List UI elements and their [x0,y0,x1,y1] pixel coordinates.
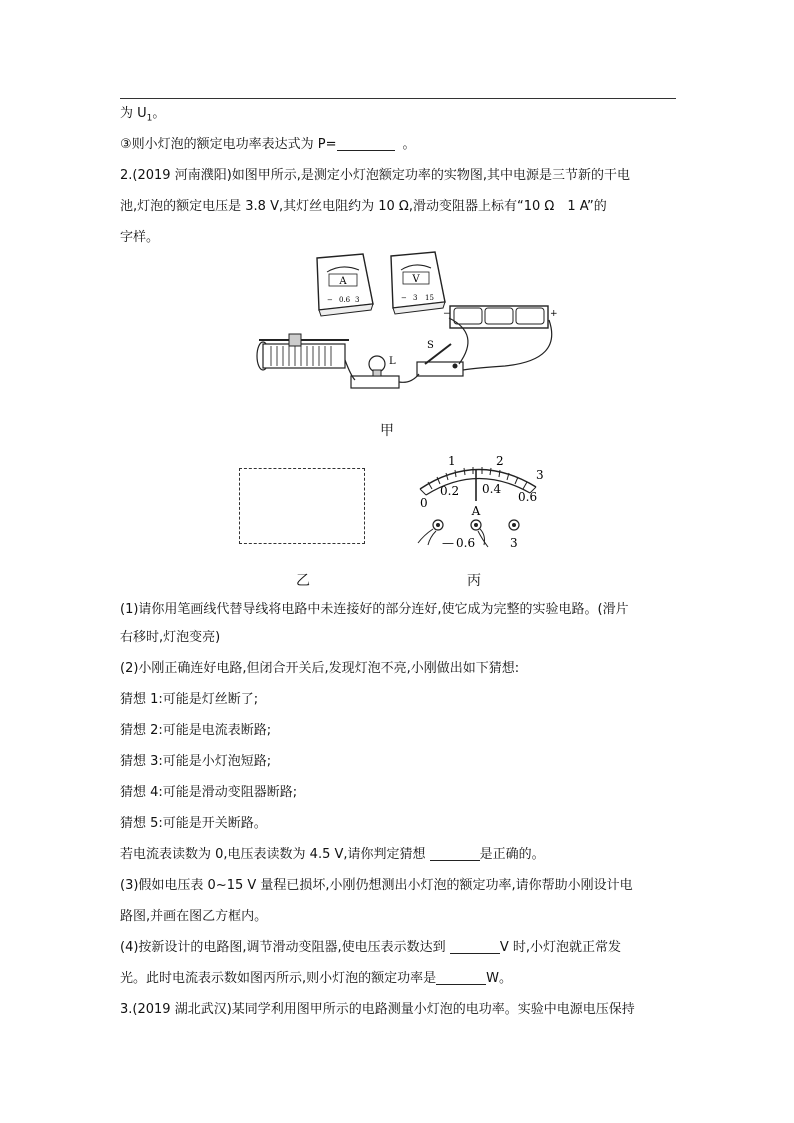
text-segment: 为 U [120,106,147,121]
ammeter-terminal: 3 [355,296,360,304]
p1-line-2: 右移时,灯泡变亮) [120,630,221,645]
text-segment: 。 [152,106,166,121]
ammeter-terminal: − [327,296,333,304]
voltmeter-symbol: V [412,274,420,285]
text-segment: ③则小灯泡的额定电功率表达式为 P= [120,137,337,152]
q3-line-1: 3.(2019 湖北武汉)某同学利用图甲所示的电路测量小灯泡的电功率。实验中电源电压保持 [120,1002,635,1017]
figure-bing-caption: 丙 [467,573,481,589]
header-rule [120,98,676,99]
text-segment: 若电流表读数为 0,电压表读数为 4.5 V,请你判定猜想 [120,847,430,862]
switch-icon [417,344,463,376]
answer-blank[interactable] [430,846,480,861]
dial-terminal-label: 0.6 [456,536,476,550]
dial-meter-label: A [471,504,481,518]
guess-4: 猜想 4:可能是滑动变阻器断路; [120,785,298,800]
q2-line-1: 2.(2019 河南濮阳)如图甲所示,是测定小灯泡额定功率的实物图,其中电源是三节新的干电 [120,168,631,183]
dial-bottom-label: 0.2 [440,484,460,498]
line-power-expression [120,135,680,155]
dial-top-label: 1 [448,455,456,468]
guess-5: 猜想 5:可能是开关断路。 [120,816,267,831]
dial-bottom-label: 0.6 [518,490,538,504]
p3-line-2: 路图,并画在图乙方框内。 [120,909,268,924]
voltmeter-terminal: 15 [425,294,434,302]
figure-yi-caption: 乙 [296,573,310,589]
dial-terminal-label: 3 [510,536,518,550]
ammeter-terminal: 0.6 [339,296,351,304]
subscript: 1 [146,113,153,124]
dial-top-label: 2 [496,455,504,468]
text-segment: (4)按新设计的电路图,调节滑动变阻器,使电压表示数达到 [120,940,450,955]
dial-terminal-label: — [442,536,454,550]
figure-bing-dial [400,455,560,565]
answer-blank[interactable] [337,136,395,151]
guess-1: 猜想 1:可能是灯丝断了; [120,692,259,707]
text-segment: 。 [402,137,416,152]
guess-3: 猜想 3:可能是小灯泡短路; [120,754,272,769]
judge-line [120,845,680,865]
ammeter-symbol: A [339,276,347,287]
q2-line-2: 池,灯泡的额定电压是 3.8 V,其灯丝电阻约为 10 Ω,滑动变阻器上标有“10 Ω 1 A”的 [120,199,607,214]
answer-blank[interactable] [450,939,500,954]
text-segment: 光。此时电流表示数如图丙所示,则小灯泡的额定功率是 [120,971,437,986]
p3-line-1: (3)假如电压表 0~15 V 量程已损坏,小刚仍想测出小灯泡的额定功率,请你帮助小刚设计电 [120,878,633,893]
dial-bottom-label: 0.4 [482,482,502,496]
p2-line-1: (2)小刚正确连好电路,但闭合开关后,发现灯泡不亮,小刚做出如下猜想: [120,661,520,676]
battery-pack-icon [450,306,548,328]
figure-jia-circuit [245,250,575,410]
dial-bottom-label: 0 [420,496,428,510]
dial-outer-arc [420,469,536,489]
voltmeter-terminal: 3 [413,294,418,302]
line-u1 [120,104,680,129]
battery-minus: − [443,309,451,319]
text-segment: V 时,小灯泡就正常发 [499,940,621,955]
switch-label: S [427,340,434,351]
q2-line-3: 字样。 [120,230,160,245]
dial-top-label: 3 [536,468,544,482]
rheostat-icon [257,334,349,370]
figure-yi-box[interactable] [239,468,365,544]
p4-line-1 [120,938,680,958]
text-segment: W。 [486,971,512,986]
lamp-label: L [389,356,396,367]
answer-blank[interactable] [436,970,486,985]
text-segment: 是正确的。 [479,847,545,862]
wire [399,374,419,382]
voltmeter-terminal: − [401,294,407,302]
p4-line-2 [120,969,680,989]
battery-plus: + [550,309,558,319]
p1-line-1: (1)请你用笔画线代替导线将电路中未连接好的部分连好,使它成为完整的实验电路。(滑片 [120,602,629,617]
figure-jia-caption: 甲 [380,423,394,439]
guess-2: 猜想 2:可能是电流表断路; [120,723,272,738]
